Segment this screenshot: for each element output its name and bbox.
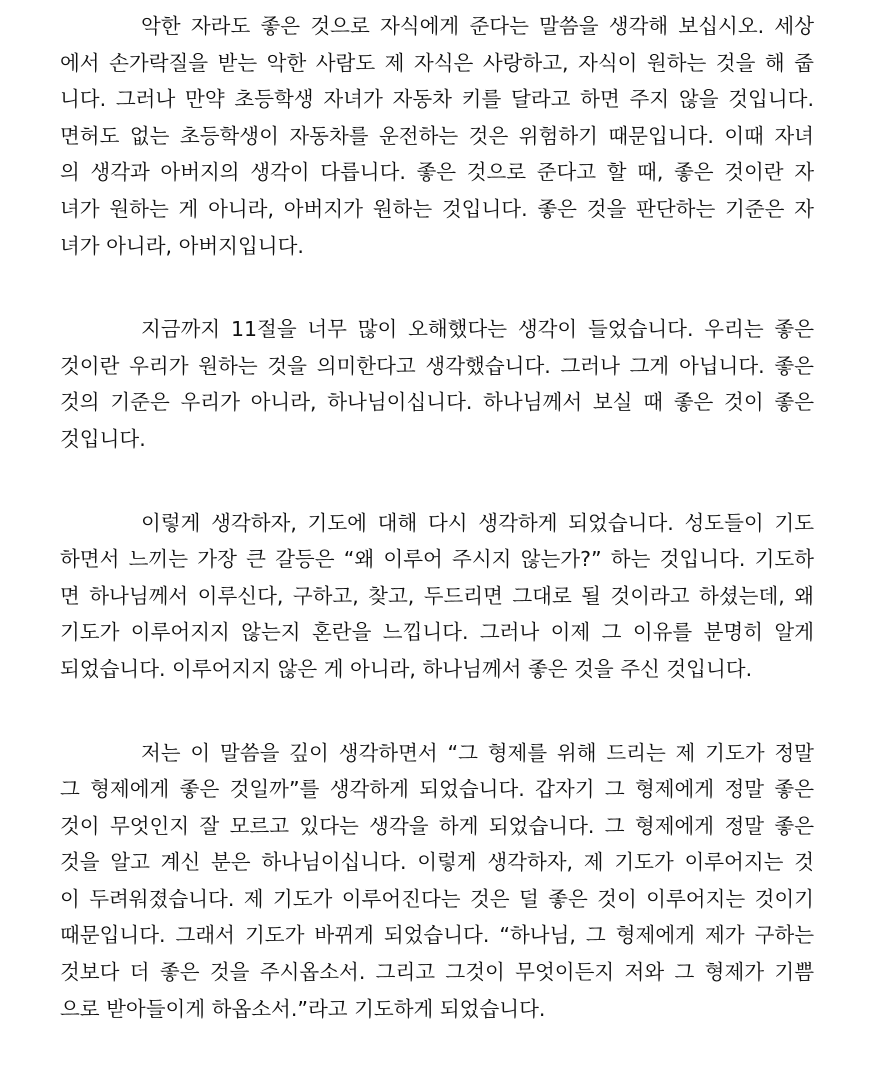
text-line: 으로 받아들이게 하옵소서.”라고 기도하게 되었습니다. [60, 996, 546, 1021]
text-line: 면허도 없는 초등학생이 자동차를 운전하는 것은 위험하기 때문입니다. 이때 자녀 [60, 123, 814, 148]
paragraph-1 [60, 8, 814, 264]
text-line: 것이란 우리가 원하는 것을 의미한다고 생각했습니다. 그러나 그게 아닙니다. 좋은 [60, 353, 814, 378]
text-line: 이 두려워졌습니다. 제 기도가 이루어진다는 것은 덜 좋은 것이 이루어지는 것이기 [60, 886, 814, 911]
text-line: 것이 무엇인지 잘 모르고 있다는 생각을 하게 되었습니다. 그 형제에게 정말 좋은 [60, 813, 814, 838]
text-line: 기도가 이루어지지 않는지 혼란을 느낍니다. 그러나 이제 그 이유를 분명히 알게 [60, 620, 814, 645]
text-line: 되었습니다. 이루어지지 않은 게 아니라, 하나님께서 좋은 것을 주신 것입니다. [60, 656, 753, 681]
text-line: 것입니다. [60, 426, 146, 451]
text-line: 이렇게 생각하자, 기도에 대해 다시 생각하게 되었습니다. 성도들이 기도 [141, 510, 814, 535]
text-line: 것의 기준은 우리가 아니라, 하나님이십니다. 하나님께서 보실 때 좋은 것이 좋은 [60, 390, 814, 415]
paragraph-4 [60, 735, 814, 1028]
document-body [60, 8, 814, 1074]
text-line: 에서 손가락질을 받는 악한 사람도 제 자식은 사랑하고, 자식이 원하는 것을 해 줍 [60, 50, 814, 75]
text-line: 그 형제에게 좋은 것일까”를 생각하게 되었습니다. 갑자기 그 형제에게 정말 좋은 [60, 777, 814, 802]
text-line: 악한 자라도 좋은 것으로 자식에게 준다는 말씀을 생각해 보십시오. 세상 [141, 14, 814, 38]
text-line: 하면서 느끼는 가장 큰 갈등은 “왜 이루어 주시지 않는가?” 하는 것입니다. 기도하 [60, 547, 814, 572]
text-line: 면 하나님께서 이루신다, 구하고, 찾고, 두드리면 그대로 될 것이라고 하셨는데, 왜 [60, 583, 814, 608]
text-line: 의 생각과 아버지의 생각이 다릅니다. 좋은 것으로 준다고 할 때, 좋은 것이란 자 [60, 160, 814, 185]
text-line: 것을 알고 계신 분은 하나님이십니다. 이렇게 생각하자, 제 기도가 이루어지는 것 [60, 850, 814, 875]
text-line: 니다. 그러나 만약 초등학생 자녀가 자동차 키를 달라고 하면 주지 않을 것입니다. [60, 87, 814, 112]
paragraph-3 [60, 505, 814, 688]
text-line: 지금까지 11절을 너무 많이 오해했다는 생각이 들었습니다. 우리는 좋은 [141, 317, 814, 342]
text-line: 저는 이 말씀을 깊이 생각하면서 “그 형제를 위해 드리는 제 기도가 정말 [141, 740, 814, 765]
paragraph-2 [60, 311, 814, 457]
text-line: 때문입니다. 그래서 기도가 바뀌게 되었습니다. “하나님, 그 형제에게 제가 구하는 [60, 923, 814, 948]
text-line: 녀가 원하는 게 아니라, 아버지가 원하는 것입니다. 좋은 것을 판단하는 기준은 자 [60, 196, 814, 221]
text-line: 것보다 더 좋은 것을 주시옵소서. 그리고 그것이 무엇이든지 저와 그 형제가 기쁨 [60, 960, 814, 985]
text-line: 녀가 아니라, 아버지입니다. [60, 233, 304, 258]
